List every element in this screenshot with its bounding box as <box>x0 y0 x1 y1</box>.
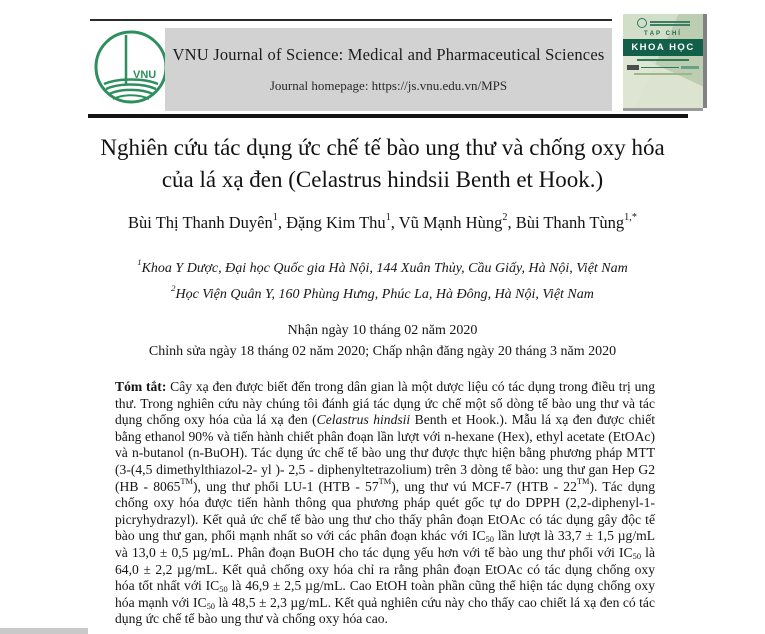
vnu-logo-icon <box>92 26 170 108</box>
cover-tapchi-label: TẠP CHÍ <box>644 31 682 37</box>
journal-cover-thumbnail <box>623 14 703 108</box>
cover-masthead <box>623 18 703 28</box>
cover-issue-rule <box>641 67 679 68</box>
received-date: Nhận ngày 10 tháng 02 năm 2020 <box>287 323 478 338</box>
article-title-line2: của lá xạ đen (Celastrus hindsii Benth et Hook.) <box>161 167 604 192</box>
cover-caption-line <box>634 73 692 75</box>
header-bottom-rule <box>88 114 688 118</box>
journal-homepage-link[interactable]: Journal homepage: https://js.vnu.edu.vn/MPS <box>269 78 508 93</box>
article-title <box>50 132 715 196</box>
cover-masthead-lines <box>650 21 690 26</box>
article-dates <box>40 320 725 362</box>
article-title-line1: Nghiên cứu tác dụng ức chế tế bào ung thư và chống oxy hóa <box>100 135 665 160</box>
revised-accepted-date: Chỉnh sửa ngày 18 tháng 02 năm 2020; Chấp nhận đăng ngày 20 tháng 3 năm 2020 <box>148 344 617 359</box>
cover-issue-tail <box>681 66 699 69</box>
vnu-logo-svg <box>92 26 170 108</box>
abstract-paragraph: Tóm tắt: Cây xạ đen được biết đến trong dân gian là một dược liệu có tác dụng trong điều trị ung thư. Trong nghiên cứu này chúng tôi đánh giá tác dụng ức chế một số dòng tế bào ung thư và tác dụng chống oxy hóa của lá xạ đen (Celastrus hindsii Benth et Hook.). Mẫu lá xạ đen được chiết bằng ethanol 90% và tiến hành chiết phân đoạn lần lượt với n-hexane (Hex), ethyl acetate (EtOAc) và n-butanol (n-BuOH). Tác dụng ức chế tế bào ung thư được thực hiện bằng phương pháp MTT (3-(4,5 dimethylthiazol-2- yl )- 2,5 - diphenyltetrazolium) trên 3 dòng tế bào: ung thư gan Hep G2 (HB - 8065™), ung thư phổi LU-1 (HTB - 57™), ung thư vú MCF-7 (HTB - 22™). Tác dụng chống oxy hóa được tiến hành thông qua phương pháp quét gốc tự do DPPH (2,2-diphenyl-1-picryhydrazyl). Kết quả ức chế tế bào ung thư cho thấy phân đoạn EtOAc có tác dụng gây độc tế bào ung thư gan, phổi mạnh nhất so với các phân đoạn khác với $IC_{50}$ lần lượt là 33,7 ± 1,5 µg/mL và 13,0 ± 0,5 µg/mL. Phân đoạn BuOH cho tác dụng yếu hơn với tế bào ung thư phổi với $IC_{50}$ là 64,0 ± 2,2 µg/mL. Kết quả chống oxy hóa chỉ ra rằng phân đoạn EtOAc có tác dụng chống oxy hóa tốt nhất với $IC_{50}$ là 46,9 ± 2,5 µg/mL. Cao EtOH toàn phần cũng thể hiện tác dụng chống oxy hóa mạnh với $IC_{50}$ là 48,5 ± 2,3 µg/mL. Kết quả nghiên cứu này cho thấy cao chiết lá xạ đen có tác dụng ức chế tế bào ung thư và chống oxy hóa cao. <box>115 379 656 627</box>
affiliations <box>40 256 725 308</box>
cover-issue-number <box>627 65 639 70</box>
header-top-rule <box>90 19 612 21</box>
cover-issue-row <box>627 65 699 70</box>
author-list: Bùi Thị Thanh Duyên$^1$, Đặng Kim Thu$^1$, Vũ Mạnh Hùng$^2$, Bùi Thanh Tùng$^{1,*}$ <box>128 211 637 232</box>
footnote-separator-rule <box>0 628 88 634</box>
journal-title: VNU Journal of Science: Medical and Pharmaceutical Sciences <box>172 45 605 64</box>
vnu-logo-label: VNU <box>133 69 157 81</box>
affiliation-1: $^1$Khoa Y Dược, Đại học Quốc gia Hà Nội, 144 Xuân Thủy, Cầu Giấy, Hà Nội, Việt Nam <box>137 257 628 276</box>
cover-khoahoc-band: KHOA HỌC <box>623 39 703 56</box>
journal-banner <box>165 28 612 111</box>
affiliation-2: $^2$Học Viện Quân Y, 160 Phùng Hưng, Phúc La, Hà Đông, Hà Nội, Việt Nam <box>171 283 594 302</box>
cover-subtitle-line <box>637 59 689 61</box>
cover-logo-icon <box>637 18 647 28</box>
